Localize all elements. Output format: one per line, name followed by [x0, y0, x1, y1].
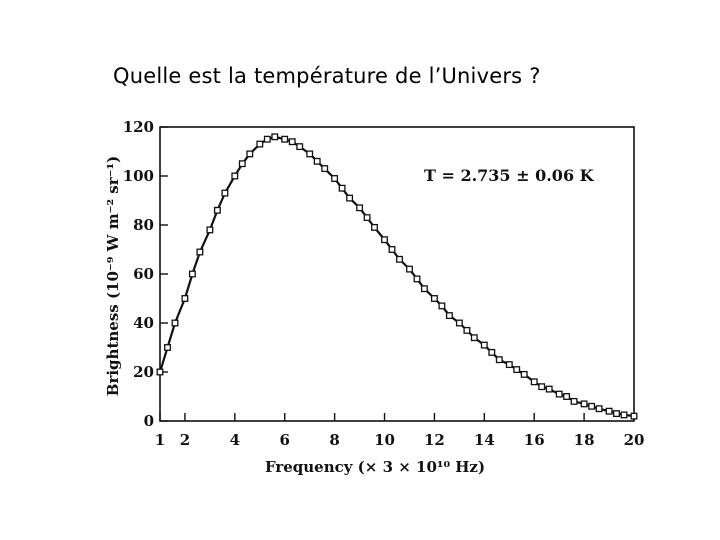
data-point-marker [521, 372, 527, 378]
data-point-marker [207, 227, 213, 233]
data-point-marker [464, 328, 470, 334]
y-tick-label: 20 [133, 363, 154, 381]
data-point-marker [282, 136, 288, 142]
data-point-marker [222, 190, 228, 196]
data-point-marker [272, 134, 278, 140]
data-point-marker [257, 141, 263, 147]
data-point-marker [172, 320, 178, 326]
data-point-marker [190, 271, 196, 277]
x-tick-label: 2 [179, 431, 191, 449]
data-point-marker [314, 159, 320, 165]
y-tick-label: 100 [122, 167, 154, 185]
data-point-marker [497, 357, 503, 363]
data-point-marker [596, 406, 602, 412]
data-point-marker [564, 394, 570, 400]
data-point-marker [571, 399, 577, 405]
data-point-marker [364, 215, 370, 221]
data-point-marker [614, 411, 620, 417]
data-point-marker [631, 413, 637, 419]
data-point-marker [382, 237, 388, 243]
data-point-marker [539, 384, 545, 390]
slide-title: Quelle est la température de l’Univers ? [113, 64, 541, 88]
y-axis-title: Brightness (10⁻⁹ W m⁻² sr⁻¹) [104, 155, 122, 397]
x-tick-label: 12 [423, 431, 445, 449]
data-point-marker [197, 249, 203, 255]
data-point-marker [182, 296, 188, 302]
data-point-marker [407, 266, 413, 272]
data-point-marker [432, 296, 438, 302]
data-point-marker [372, 225, 378, 231]
data-point-marker [339, 185, 345, 191]
data-point-marker [507, 362, 513, 368]
x-tick-label: 6 [279, 431, 290, 449]
data-point-marker [489, 350, 495, 356]
data-point-marker [247, 151, 253, 157]
y-tick-label: 40 [133, 314, 154, 332]
data-point-marker [546, 386, 552, 392]
x-tick-label: 8 [329, 431, 340, 449]
data-point-marker [307, 151, 313, 157]
x-tick-label: 16 [523, 431, 545, 449]
data-point-marker [157, 369, 163, 375]
data-point-marker [265, 136, 271, 142]
data-point-marker [447, 313, 453, 319]
x-axis-title: Frequency (× 3 × 10¹⁰ Hz) [264, 458, 486, 476]
data-point-marker [240, 161, 246, 167]
y-tick-label: 60 [133, 265, 154, 283]
data-point-marker [232, 173, 238, 179]
data-point-marker [472, 335, 478, 341]
data-point-marker [621, 412, 627, 418]
x-tick-label: 4 [229, 431, 241, 449]
data-point-marker [581, 401, 587, 407]
y-tick-label: 80 [133, 216, 154, 234]
x-tick-label: 14 [473, 431, 495, 449]
data-point-marker [357, 205, 363, 211]
data-point-marker [297, 144, 303, 150]
data-point-marker [531, 379, 537, 385]
data-point-marker [215, 208, 221, 214]
data-point-marker [397, 257, 403, 263]
data-point-marker [514, 367, 520, 373]
data-point-marker [165, 345, 171, 351]
y-tick-label: 120 [122, 118, 154, 136]
data-point-marker [322, 166, 328, 172]
data-point-marker [457, 320, 463, 326]
x-tick-label: 20 [623, 431, 645, 449]
data-point-marker [606, 408, 612, 414]
data-point-marker [389, 247, 395, 253]
data-point-marker [347, 195, 353, 201]
data-point-marker [332, 176, 338, 182]
data-point-marker [439, 303, 445, 309]
y-tick-label: 0 [143, 412, 154, 430]
x-tick-label: 10 [374, 431, 395, 449]
data-point-marker [482, 342, 488, 348]
temperature-annotation: T = 2.735 ± 0.06 K [424, 166, 594, 185]
x-tick-label: 1 [154, 431, 166, 449]
x-tick-label: 18 [573, 431, 595, 449]
data-point-marker [589, 404, 595, 410]
data-point-marker [414, 276, 420, 282]
data-point-marker [422, 286, 428, 292]
data-point-marker [556, 391, 562, 397]
data-point-marker [289, 139, 295, 145]
